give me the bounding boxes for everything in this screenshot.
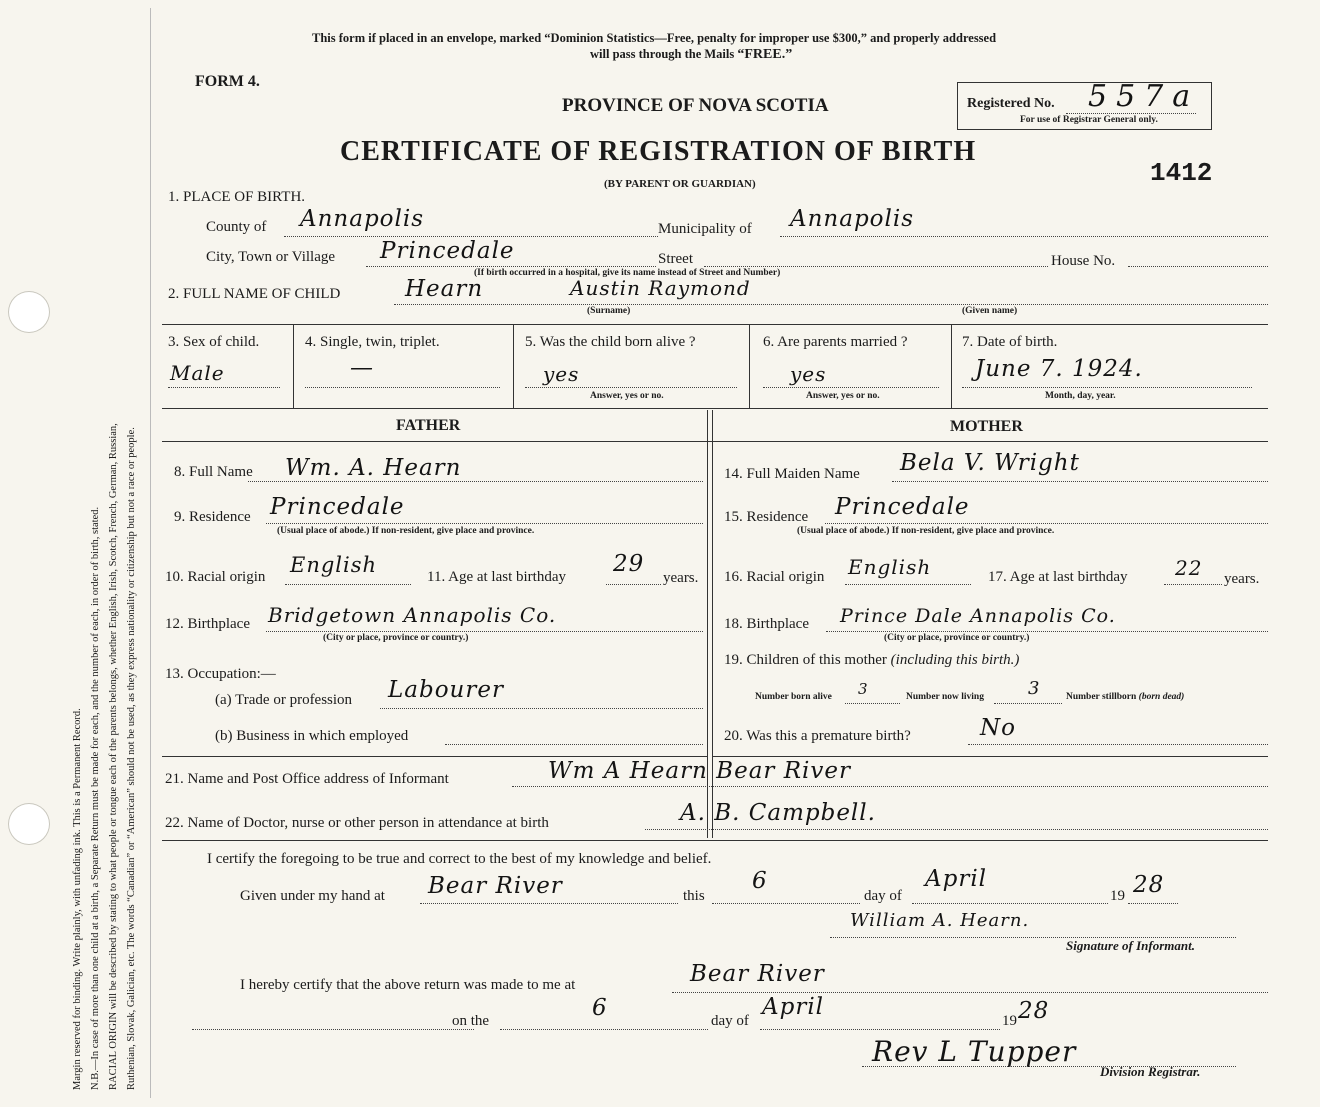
house-line xyxy=(1128,266,1268,267)
born-alive-count-line xyxy=(845,703,900,704)
born-alive-count-value: 3 xyxy=(858,680,869,698)
father-residence-note: (Usual place of abode.) If non-resident, give place and province. xyxy=(277,526,535,536)
born-alive-note: Answer, yes or no. xyxy=(590,391,664,401)
box-divider xyxy=(749,324,750,408)
month-value: April xyxy=(925,866,988,892)
informant-value: Wm A Hearn Bear River xyxy=(548,758,851,784)
father-birthplace-value: Bridgetown Annapolis Co. xyxy=(268,603,557,627)
year-line xyxy=(1128,903,1178,904)
given-at-label: Given under my hand at xyxy=(240,888,385,904)
registrar-signature: Rev L Tupper xyxy=(872,1035,1077,1068)
hereby-statement: I hereby certify that the above return was made to me at xyxy=(240,977,576,993)
dob-value: June 7. 1924. xyxy=(975,356,1143,382)
margin-text-3: RACIAL ORIGIN will be described by stating to what people or tongue each of the parents belongs, whether English, Irish, Scotch, French, German, Russian, xyxy=(108,423,119,1090)
father-residence-value: Princedale xyxy=(270,494,405,520)
business-label: (b) Business in which employed xyxy=(215,728,409,744)
mother-residence-label: 15. Residence xyxy=(724,509,809,525)
father-name-line xyxy=(248,481,703,482)
box-divider xyxy=(951,324,952,408)
county-line xyxy=(284,236,658,237)
father-residence-label: 9. Residence xyxy=(174,509,251,525)
form-number: FORM 4. xyxy=(195,73,260,90)
mail-notice: This form if placed in an envelope, marked “Dominion Statistics—Free, penalty for improper use $300,” and properly addressed xyxy=(312,31,997,45)
mother-birthplace-value: Prince Dale Annapolis Co. xyxy=(840,605,1116,627)
day-of-label: day of xyxy=(864,888,902,904)
mother-years: years. xyxy=(1224,571,1260,587)
child-surname: Hearn xyxy=(405,276,484,302)
mail-notice-2: will pass through the Mails “FREE.” xyxy=(590,47,793,62)
born-alive-label: 5. Was the child born alive ? xyxy=(525,334,696,350)
mother-birthplace-label: 18. Birthplace xyxy=(724,616,809,632)
year-value: 28 xyxy=(1133,872,1165,898)
margin-text-4: Ruthenian, Slovak, Galician, etc. The words “Canadian” or “American” should not be used, as they express nationality or citizenship but not a race or people. xyxy=(126,427,137,1090)
plurality-line xyxy=(305,387,500,388)
registered-dots xyxy=(1066,113,1196,114)
street-label: Street xyxy=(658,251,693,267)
mother-age-line xyxy=(1164,584,1222,585)
city-line xyxy=(366,266,656,267)
sex-label: 3. Sex of child. xyxy=(168,334,260,350)
child-given-name: Austin Raymond xyxy=(570,276,751,300)
margin-text-2: N.B.—In case of more than one child at a birth, a Separate Return must be made for each, and the number of each, in order of birth, stated. xyxy=(90,506,101,1090)
father-race-label: 10. Racial origin xyxy=(165,569,266,585)
informant-line xyxy=(512,786,1268,787)
rule-above-certify xyxy=(162,840,1268,841)
month2-line xyxy=(760,1029,1000,1030)
given-at-value: Bear River xyxy=(428,873,563,899)
mother-race-label: 16. Racial origin xyxy=(724,569,825,585)
given-at-line xyxy=(420,903,678,904)
certificate-subtitle: (BY PARENT OR GUARDIAN) xyxy=(604,178,756,190)
father-age-line xyxy=(606,584,661,585)
municipality-label: Municipality of xyxy=(658,221,752,237)
municipality-line xyxy=(780,236,1268,237)
father-name-label: 8. Full Name xyxy=(174,464,253,480)
mother-name-label: 14. Full Maiden Name xyxy=(724,466,860,482)
doctor-line xyxy=(645,829,1268,830)
father-birthplace-label: 12. Birthplace xyxy=(165,616,250,632)
mother-residence-line xyxy=(825,523,1268,524)
trade-label: (a) Trade or profession xyxy=(215,692,353,708)
registered-value: 557a xyxy=(1088,79,1200,114)
premature-line xyxy=(968,744,1268,745)
registrar-label: Division Registrar. xyxy=(1100,1064,1201,1079)
father-age-label: 11. Age at last birthday xyxy=(427,569,566,585)
plurality-value: — xyxy=(350,355,374,381)
father-birthplace-note: (City or place, province or country.) xyxy=(323,633,469,643)
mother-birthplace-line xyxy=(826,631,1268,632)
month-line xyxy=(912,903,1108,904)
doctor-value: A. B. Campbell. xyxy=(680,800,876,826)
rule-under-headings xyxy=(162,441,1268,442)
rule-bottom-boxes xyxy=(162,408,1268,409)
father-age-value: 29 xyxy=(613,551,645,577)
informant-label: 21. Name and Post Office address of Informant xyxy=(165,771,449,787)
day-value: 6 xyxy=(752,868,768,894)
margin-text-1: Margin reserved for binding. Write plainly, with unfading ink. This is a Permanent Record. xyxy=(72,708,83,1090)
business-line xyxy=(445,744,703,745)
rule-top-boxes xyxy=(162,324,1268,325)
child-name-line xyxy=(394,304,1268,305)
children-label: 19. Children of this mother (including this birth.) xyxy=(724,652,1020,668)
parents-married-label: 6. Are parents married ? xyxy=(763,334,908,350)
registered-box xyxy=(957,79,1212,130)
mother-age-value: 22 xyxy=(1175,556,1203,580)
surname-note: (Surname) xyxy=(587,306,631,316)
father-birthplace-line xyxy=(266,631,703,632)
day-line xyxy=(712,903,860,904)
year-prefix: 19 xyxy=(1110,888,1125,904)
born-alive-line xyxy=(525,387,737,388)
plurality-label: 4. Single, twin, triplet. xyxy=(305,334,440,350)
mother-heading: MOTHER xyxy=(950,418,1023,435)
on-the-label: on the xyxy=(452,1013,490,1029)
father-race-value: English xyxy=(290,553,378,577)
city-label: City, Town or Village xyxy=(206,249,336,265)
now-living-value: 3 xyxy=(1028,678,1041,699)
box-divider xyxy=(293,324,294,408)
hospital-note: (If birth occurred in a hospital, give its name instead of Street and Number) xyxy=(474,268,781,278)
occupation-label: 13. Occupation:— xyxy=(165,666,276,682)
day-of2-label: day of xyxy=(711,1013,749,1029)
mother-name-line xyxy=(892,481,1268,482)
month2-value: April xyxy=(762,994,825,1020)
dob-note: Month, day, year. xyxy=(1045,391,1116,401)
given-name-note: (Given name) xyxy=(962,306,1018,316)
day2-line xyxy=(500,1029,708,1030)
mother-residence-note: (Usual place of abode.) If non-resident, give place and province. xyxy=(797,526,1055,536)
province-heading: PROVINCE OF NOVA SCOTIA xyxy=(562,95,829,116)
born-alive-count-label: Number born alive xyxy=(755,692,832,702)
mother-age-label: 17. Age at last birthday xyxy=(988,569,1128,585)
mother-birthplace-note: (City or place, province or country.) xyxy=(884,633,1030,643)
parents-married-value: yes xyxy=(790,362,827,386)
mother-race-value: English xyxy=(848,555,932,579)
year2-value: 28 xyxy=(1018,998,1050,1024)
margin-rule xyxy=(150,8,151,1098)
mother-name-value: Bela V. Wright xyxy=(900,450,1080,476)
premature-label: 20. Was this a premature birth? xyxy=(724,728,911,744)
place-of-birth-label: 1. PLACE OF BIRTH. xyxy=(168,189,306,205)
doctor-label: 22. Name of Doctor, nurse or other person in attendance at birth xyxy=(165,815,549,831)
parents-married-line xyxy=(763,387,939,388)
trade-line xyxy=(380,708,703,709)
trade-value: Labourer xyxy=(388,677,504,703)
hereby-place: Bear River xyxy=(690,961,825,987)
father-years: years. xyxy=(663,570,699,586)
binding-hole-bottom xyxy=(8,803,50,845)
signature-label: Signature of Informant. xyxy=(1066,938,1195,953)
rule-above-informant xyxy=(162,756,707,757)
certificate-title: CERTIFICATE OF REGISTRATION OF BIRTH xyxy=(340,136,977,167)
on-the-lead-line xyxy=(192,1029,474,1030)
this-label: this xyxy=(683,888,705,904)
now-living-line xyxy=(994,703,1062,704)
premature-value: No xyxy=(980,715,1016,741)
born-alive-value: yes xyxy=(543,362,580,386)
certify-statement: I certify the foregoing to be true and correct to the best of my knowledge and belief. xyxy=(207,851,712,867)
now-living-label: Number now living xyxy=(906,692,984,702)
year2-prefix: 19 xyxy=(1002,1013,1017,1029)
mother-residence-value: Princedale xyxy=(835,494,970,520)
dob-label: 7. Date of birth. xyxy=(962,334,1058,350)
father-race-line xyxy=(285,584,411,585)
day2-value: 6 xyxy=(592,995,608,1021)
binding-hole-top xyxy=(8,291,50,333)
parents-married-note: Answer, yes or no. xyxy=(806,391,880,401)
street-line xyxy=(704,266,1048,267)
stamp-number: 1412 xyxy=(1150,158,1213,188)
box-divider xyxy=(513,324,514,408)
child-name-label: 2. FULL NAME OF CHILD xyxy=(168,286,341,302)
informant-signature: William A. Hearn. xyxy=(850,910,1030,931)
city-value: Princedale xyxy=(380,238,515,264)
county-label: County of xyxy=(206,219,267,235)
sex-line xyxy=(168,387,280,388)
hereby-line xyxy=(672,992,1268,993)
county-value: Annapolis xyxy=(300,206,425,232)
father-heading: FATHER xyxy=(396,417,461,434)
house-label: House No. xyxy=(1051,253,1116,269)
dob-line xyxy=(962,387,1252,388)
sex-value: Male xyxy=(170,361,225,385)
municipality-value: Annapolis xyxy=(790,206,915,232)
stillborn-label: Number stillborn (born dead) xyxy=(1066,692,1185,702)
rule-above-informant-2 xyxy=(712,756,1268,757)
registrar-note: For use of Registrar General only. xyxy=(1020,115,1158,125)
father-name-value: Wm. A. Hearn xyxy=(285,455,462,481)
mother-race-line xyxy=(845,584,971,585)
registered-label: Registered No. xyxy=(967,96,1055,111)
father-residence-line xyxy=(266,523,703,524)
